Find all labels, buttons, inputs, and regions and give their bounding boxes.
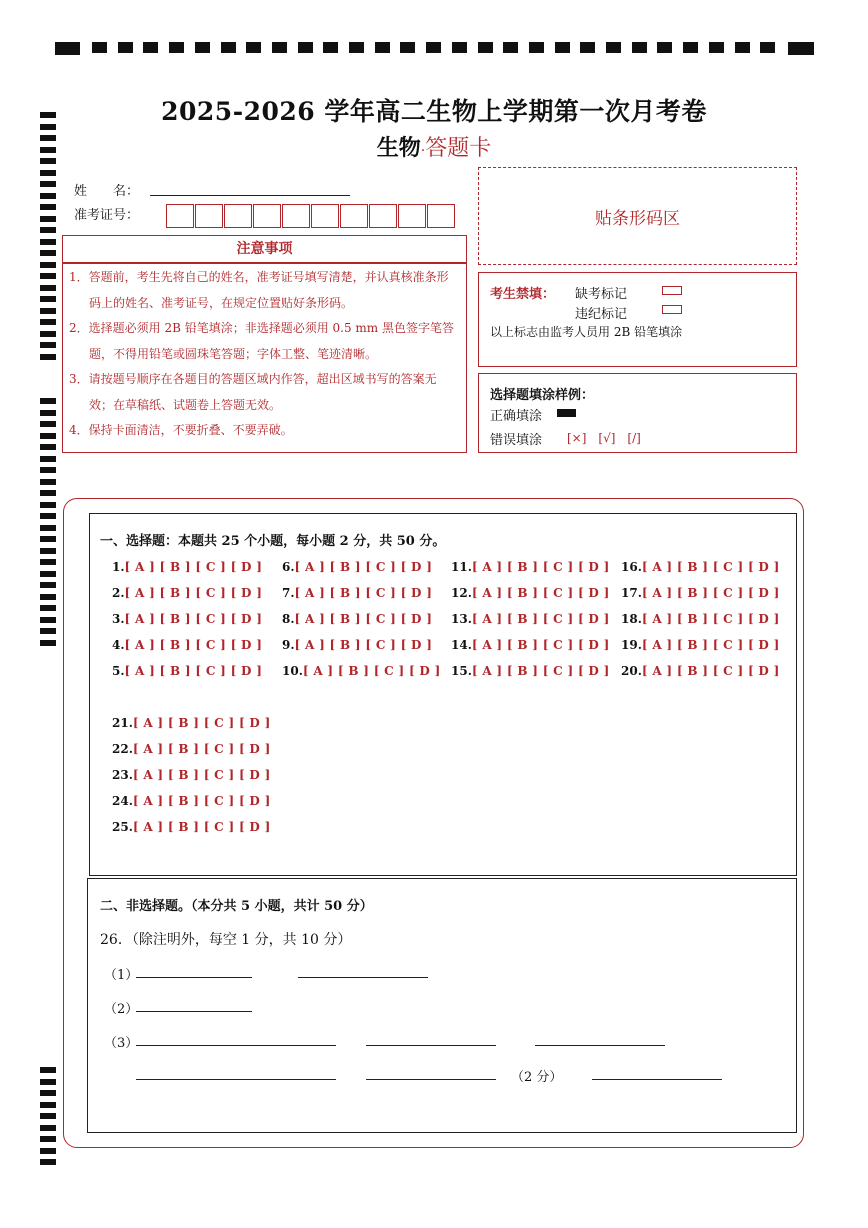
answer-options[interactable]: [ A ] [ B ] [ C ] [ D ]	[294, 638, 433, 652]
answer-options[interactable]: [ A ] [ B ] [ C ] [ D ]	[471, 638, 610, 652]
answer-options[interactable]: [ A ] [ B ] [ C ] [ D ]	[302, 664, 441, 678]
question-number: 10.	[282, 664, 303, 678]
timing-mark	[40, 421, 56, 427]
timing-mark	[529, 42, 544, 53]
timing-mark	[272, 42, 287, 53]
choice-question	[451, 664, 610, 678]
timing-mark	[40, 1136, 56, 1142]
timing-mark	[40, 1102, 56, 1108]
question-number: 13.	[451, 612, 472, 626]
timing-mark	[40, 354, 56, 360]
exam-number-cell[interactable]	[166, 204, 194, 228]
exam-number-cell[interactable]	[195, 204, 223, 228]
exam-subtitle: 生物·答题卡	[376, 135, 492, 161]
timing-mark	[40, 571, 56, 577]
answer-options[interactable]: [ A ] [ B ] [ C ] [ D ]	[471, 612, 610, 626]
choice-question	[282, 638, 432, 652]
exam-number-boxes[interactable]	[166, 204, 456, 230]
timing-mark	[40, 467, 56, 473]
answer-line-2[interactable]	[136, 1011, 252, 1012]
question-number: 12.	[451, 586, 472, 600]
notice-list	[62, 263, 467, 453]
timing-mark	[735, 42, 750, 53]
wrong-fill-samples: [×] [√] [/]	[567, 431, 641, 445]
question-number: 15.	[451, 664, 472, 678]
two-points-note: （2 分）	[511, 1070, 563, 1085]
timing-mark	[478, 42, 493, 53]
timing-mark	[40, 250, 56, 256]
answer-options[interactable]: [ A ] [ B ] [ C ] [ D ]	[641, 586, 780, 600]
question-number: 24.	[112, 794, 133, 808]
notice-item: 3．请按题号顺序在各题目的答题区域内作答，超出区域书写的答案无效；在草稿纸、试题卷上答题无效。	[69, 372, 437, 412]
timing-mark	[323, 42, 338, 53]
timing-mark	[40, 1113, 56, 1119]
timing-mark	[40, 170, 56, 176]
question-number: 16.	[621, 560, 642, 574]
absent-label: 缺考标记	[575, 287, 628, 302]
answer-options[interactable]: [ A ] [ B ] [ C ] [ D ]	[124, 560, 263, 574]
timing-mark	[709, 42, 724, 53]
timing-mark	[40, 536, 56, 542]
choice-question	[451, 560, 610, 574]
question-number: 1.	[112, 560, 125, 574]
correct-fill-label: 正确填涂	[490, 409, 543, 424]
barcode-area-label: 贴条形码区	[595, 209, 680, 229]
timing-mark	[40, 285, 56, 291]
timing-mark	[169, 42, 184, 53]
timing-mark	[221, 42, 236, 53]
exam-number-cell[interactable]	[427, 204, 455, 228]
question-26-header: 26．（除注明外，每空 1 分，共 10 分）	[100, 932, 352, 948]
violation-label: 违纪标记	[575, 307, 628, 322]
question-number: 20.	[621, 664, 642, 678]
exam-number-label: 准考证号：	[74, 208, 140, 223]
answer-options[interactable]: [ A ] [ B ] [ C ] [ D ]	[471, 664, 610, 678]
timing-mark	[40, 296, 56, 302]
answer-options[interactable]: [ A ] [ B ] [ C ] [ D ]	[132, 742, 271, 756]
timing-mark	[40, 479, 56, 485]
question-number: 7.	[282, 586, 295, 600]
timing-mark	[40, 1090, 56, 1096]
choice-question	[451, 586, 610, 600]
exam-number-cell[interactable]	[340, 204, 368, 228]
answer-line-3c[interactable]	[535, 1045, 665, 1046]
question-number: 8.	[282, 612, 295, 626]
timing-mark	[40, 1125, 56, 1131]
choice-question	[621, 638, 780, 652]
question-number: 18.	[621, 612, 642, 626]
timing-mark	[40, 193, 56, 199]
timing-mark	[40, 559, 56, 565]
question-number: 19.	[621, 638, 642, 652]
timing-mark	[40, 605, 56, 611]
wrong-fill-label: 错误填涂	[490, 433, 543, 448]
subject-label: 生物	[376, 135, 421, 161]
timing-mark	[40, 319, 56, 325]
timing-mark	[40, 513, 56, 519]
choice-question	[621, 586, 780, 600]
timing-mark	[40, 444, 56, 450]
choice-section	[89, 513, 797, 876]
choice-question	[112, 664, 262, 678]
choice-question	[112, 560, 262, 574]
answer-options[interactable]: [ A ] [ B ] [ C ] [ D ]	[471, 586, 610, 600]
answer-options[interactable]: [ A ] [ B ] [ C ] [ D ]	[294, 586, 433, 600]
fill-example-box	[478, 373, 797, 453]
question-number: 5.	[112, 664, 125, 678]
timing-mark	[657, 42, 672, 53]
exam-number-cell[interactable]	[253, 204, 281, 228]
timing-mark	[40, 273, 56, 279]
choice-section-title: 一、选择题：本题共 25 个小题，每小题 2 分，共 50 分。	[100, 534, 446, 549]
question-number: 2.	[112, 586, 125, 600]
part-3-label: （3）	[104, 1036, 139, 1051]
timing-mark	[632, 42, 647, 53]
name-label: 姓 名：	[74, 184, 140, 199]
timing-mark	[40, 410, 56, 416]
answer-line-3a[interactable]	[136, 1045, 336, 1046]
answer-options[interactable]: [ A ] [ B ] [ C ] [ D ]	[124, 586, 263, 600]
timing-mark	[760, 42, 775, 53]
timing-mark	[40, 594, 56, 600]
fill-example-title: 选择题填涂样例：	[490, 388, 595, 403]
timing-mark	[40, 1159, 56, 1165]
non-choice-section	[87, 878, 797, 1133]
question-number: 6.	[282, 560, 295, 574]
question-number: 3.	[112, 612, 125, 626]
absent-mark-box[interactable]	[662, 286, 682, 295]
answer-options[interactable]: [ A ] [ B ] [ C ] [ D ]	[132, 716, 271, 730]
part-2-label: （2）	[104, 1002, 139, 1017]
timing-mark	[426, 42, 441, 53]
name-field[interactable]	[150, 195, 350, 196]
timing-mark	[40, 1067, 56, 1073]
barcode-area	[478, 167, 797, 265]
timing-mark	[143, 42, 158, 53]
choice-question	[112, 794, 271, 808]
timing-mark	[55, 42, 80, 55]
exam-number-cell[interactable]	[369, 204, 397, 228]
exam-number-cell[interactable]	[311, 204, 339, 228]
question-number: 25.	[112, 820, 133, 834]
timing-mark	[788, 42, 814, 55]
part-1-label: （1）	[104, 968, 139, 983]
answer-options[interactable]: [ A ] [ B ] [ C ] [ D ]	[124, 612, 263, 626]
choice-question	[112, 768, 271, 782]
answer-line-3f[interactable]	[592, 1079, 722, 1080]
timing-mark	[40, 582, 56, 588]
timing-mark	[503, 42, 518, 53]
timing-mark	[40, 548, 56, 554]
question-number: 22.	[112, 742, 133, 756]
correct-fill-sample	[557, 409, 576, 417]
timing-mark	[40, 204, 56, 210]
choice-question	[621, 612, 780, 626]
question-number: 9.	[282, 638, 295, 652]
answer-options[interactable]: [ A ] [ B ] [ C ] [ D ]	[124, 664, 263, 678]
exam-number-cell[interactable]	[398, 204, 426, 228]
choice-question	[451, 612, 610, 626]
timing-mark	[195, 42, 210, 53]
timing-mark	[40, 617, 56, 623]
choice-question	[451, 638, 610, 652]
timing-mark	[40, 398, 56, 404]
prohibited-label: 考生禁填：	[490, 287, 556, 302]
question-number: 17.	[621, 586, 642, 600]
timing-mark	[375, 42, 390, 53]
choice-question	[112, 820, 271, 834]
answer-options[interactable]: [ A ] [ B ] [ C ] [ D ]	[641, 560, 780, 574]
choice-question	[112, 716, 271, 730]
timing-mark	[40, 628, 56, 634]
timing-mark	[40, 525, 56, 531]
choice-question	[282, 560, 432, 574]
timing-mark	[40, 262, 56, 268]
notice-item: 1．答题前，考生先将自己的姓名，准考证号填写清楚，并认真核准条形码上的姓名、准考证号，在规定位置贴好条形码。	[69, 270, 449, 310]
timing-mark	[40, 216, 56, 222]
answer-line-3e[interactable]	[366, 1079, 496, 1080]
timing-mark	[40, 308, 56, 314]
exam-title: 2025-2026 学年高二生物上学期第一次月考卷	[161, 97, 707, 126]
choice-question	[112, 612, 262, 626]
timing-mark	[40, 1148, 56, 1154]
exam-number-cell[interactable]	[224, 204, 252, 228]
timing-mark	[606, 42, 621, 53]
answer-line-3b[interactable]	[366, 1045, 496, 1046]
prohibited-note: 以上标志由监考人员用 2B 铅笔填涂	[490, 325, 683, 339]
choice-question	[112, 742, 271, 756]
choice-question	[621, 560, 780, 574]
answer-options[interactable]: [ A ] [ B ] [ C ] [ D ]	[124, 638, 263, 652]
choice-question	[621, 664, 780, 678]
timing-mark	[92, 42, 107, 53]
choice-question	[112, 638, 262, 652]
timing-mark	[555, 42, 570, 53]
choice-question	[282, 586, 432, 600]
timing-mark	[349, 42, 364, 53]
answer-sheet-label: 答题卡	[425, 136, 492, 161]
question-number: 21.	[112, 716, 133, 730]
timing-mark	[40, 227, 56, 233]
choice-question	[282, 664, 441, 678]
answer-options[interactable]: [ A ] [ B ] [ C ] [ D ]	[641, 638, 780, 652]
timing-mark	[40, 433, 56, 439]
timing-mark	[40, 502, 56, 508]
choice-question	[282, 612, 432, 626]
notice-item: 2．选择题必须用 2B 铅笔填涂；非选择题必须用 0.5 mm 黑色签字笔答题，不得用铅笔或圆珠笔答题；字体工整、笔迹清晰。	[69, 321, 455, 361]
answer-options[interactable]: [ A ] [ B ] [ C ] [ D ]	[641, 612, 780, 626]
notice-item: 4．保持卡面清洁，不要折叠、不要弄破。	[69, 423, 293, 437]
answer-options[interactable]: [ A ] [ B ] [ C ] [ D ]	[471, 560, 610, 574]
choice-question	[112, 586, 262, 600]
timing-mark	[40, 490, 56, 496]
answer-options[interactable]: [ A ] [ B ] [ C ] [ D ]	[294, 612, 433, 626]
question-number: 4.	[112, 638, 125, 652]
timing-mark	[40, 331, 56, 337]
timing-mark	[40, 181, 56, 187]
notice-title: 注意事项	[236, 241, 293, 257]
answer-line-3d[interactable]	[136, 1079, 336, 1080]
answer-options[interactable]: [ A ] [ B ] [ C ] [ D ]	[132, 794, 271, 808]
question-number: 11.	[451, 560, 472, 574]
timing-mark	[40, 342, 56, 348]
answer-options[interactable]: [ A ] [ B ] [ C ] [ D ]	[641, 664, 780, 678]
answer-options[interactable]: [ A ] [ B ] [ C ] [ D ]	[132, 768, 271, 782]
timing-mark	[298, 42, 313, 53]
timing-mark	[246, 42, 261, 53]
exam-number-cell[interactable]	[282, 204, 310, 228]
non-choice-section-title: 二、非选择题。（本分共 5 小题，共计 50 分）	[100, 899, 373, 914]
timing-mark	[118, 42, 133, 53]
timing-mark	[400, 42, 415, 53]
answer-options[interactable]: [ A ] [ B ] [ C ] [ D ]	[294, 560, 433, 574]
question-number: 14.	[451, 638, 472, 652]
timing-mark	[40, 456, 56, 462]
answer-options[interactable]: [ A ] [ B ] [ C ] [ D ]	[132, 820, 271, 834]
answer-line-1a[interactable]	[136, 977, 252, 978]
timing-mark	[452, 42, 467, 53]
question-number: 23.	[112, 768, 133, 782]
prohibited-box	[478, 272, 797, 367]
timing-mark	[40, 640, 56, 646]
timing-mark	[40, 239, 56, 245]
timing-mark	[40, 1079, 56, 1085]
violation-mark-box[interactable]	[662, 305, 682, 314]
timing-mark	[683, 42, 698, 53]
notice-header	[62, 235, 467, 263]
answer-line-1b[interactable]	[298, 977, 428, 978]
timing-mark	[580, 42, 595, 53]
